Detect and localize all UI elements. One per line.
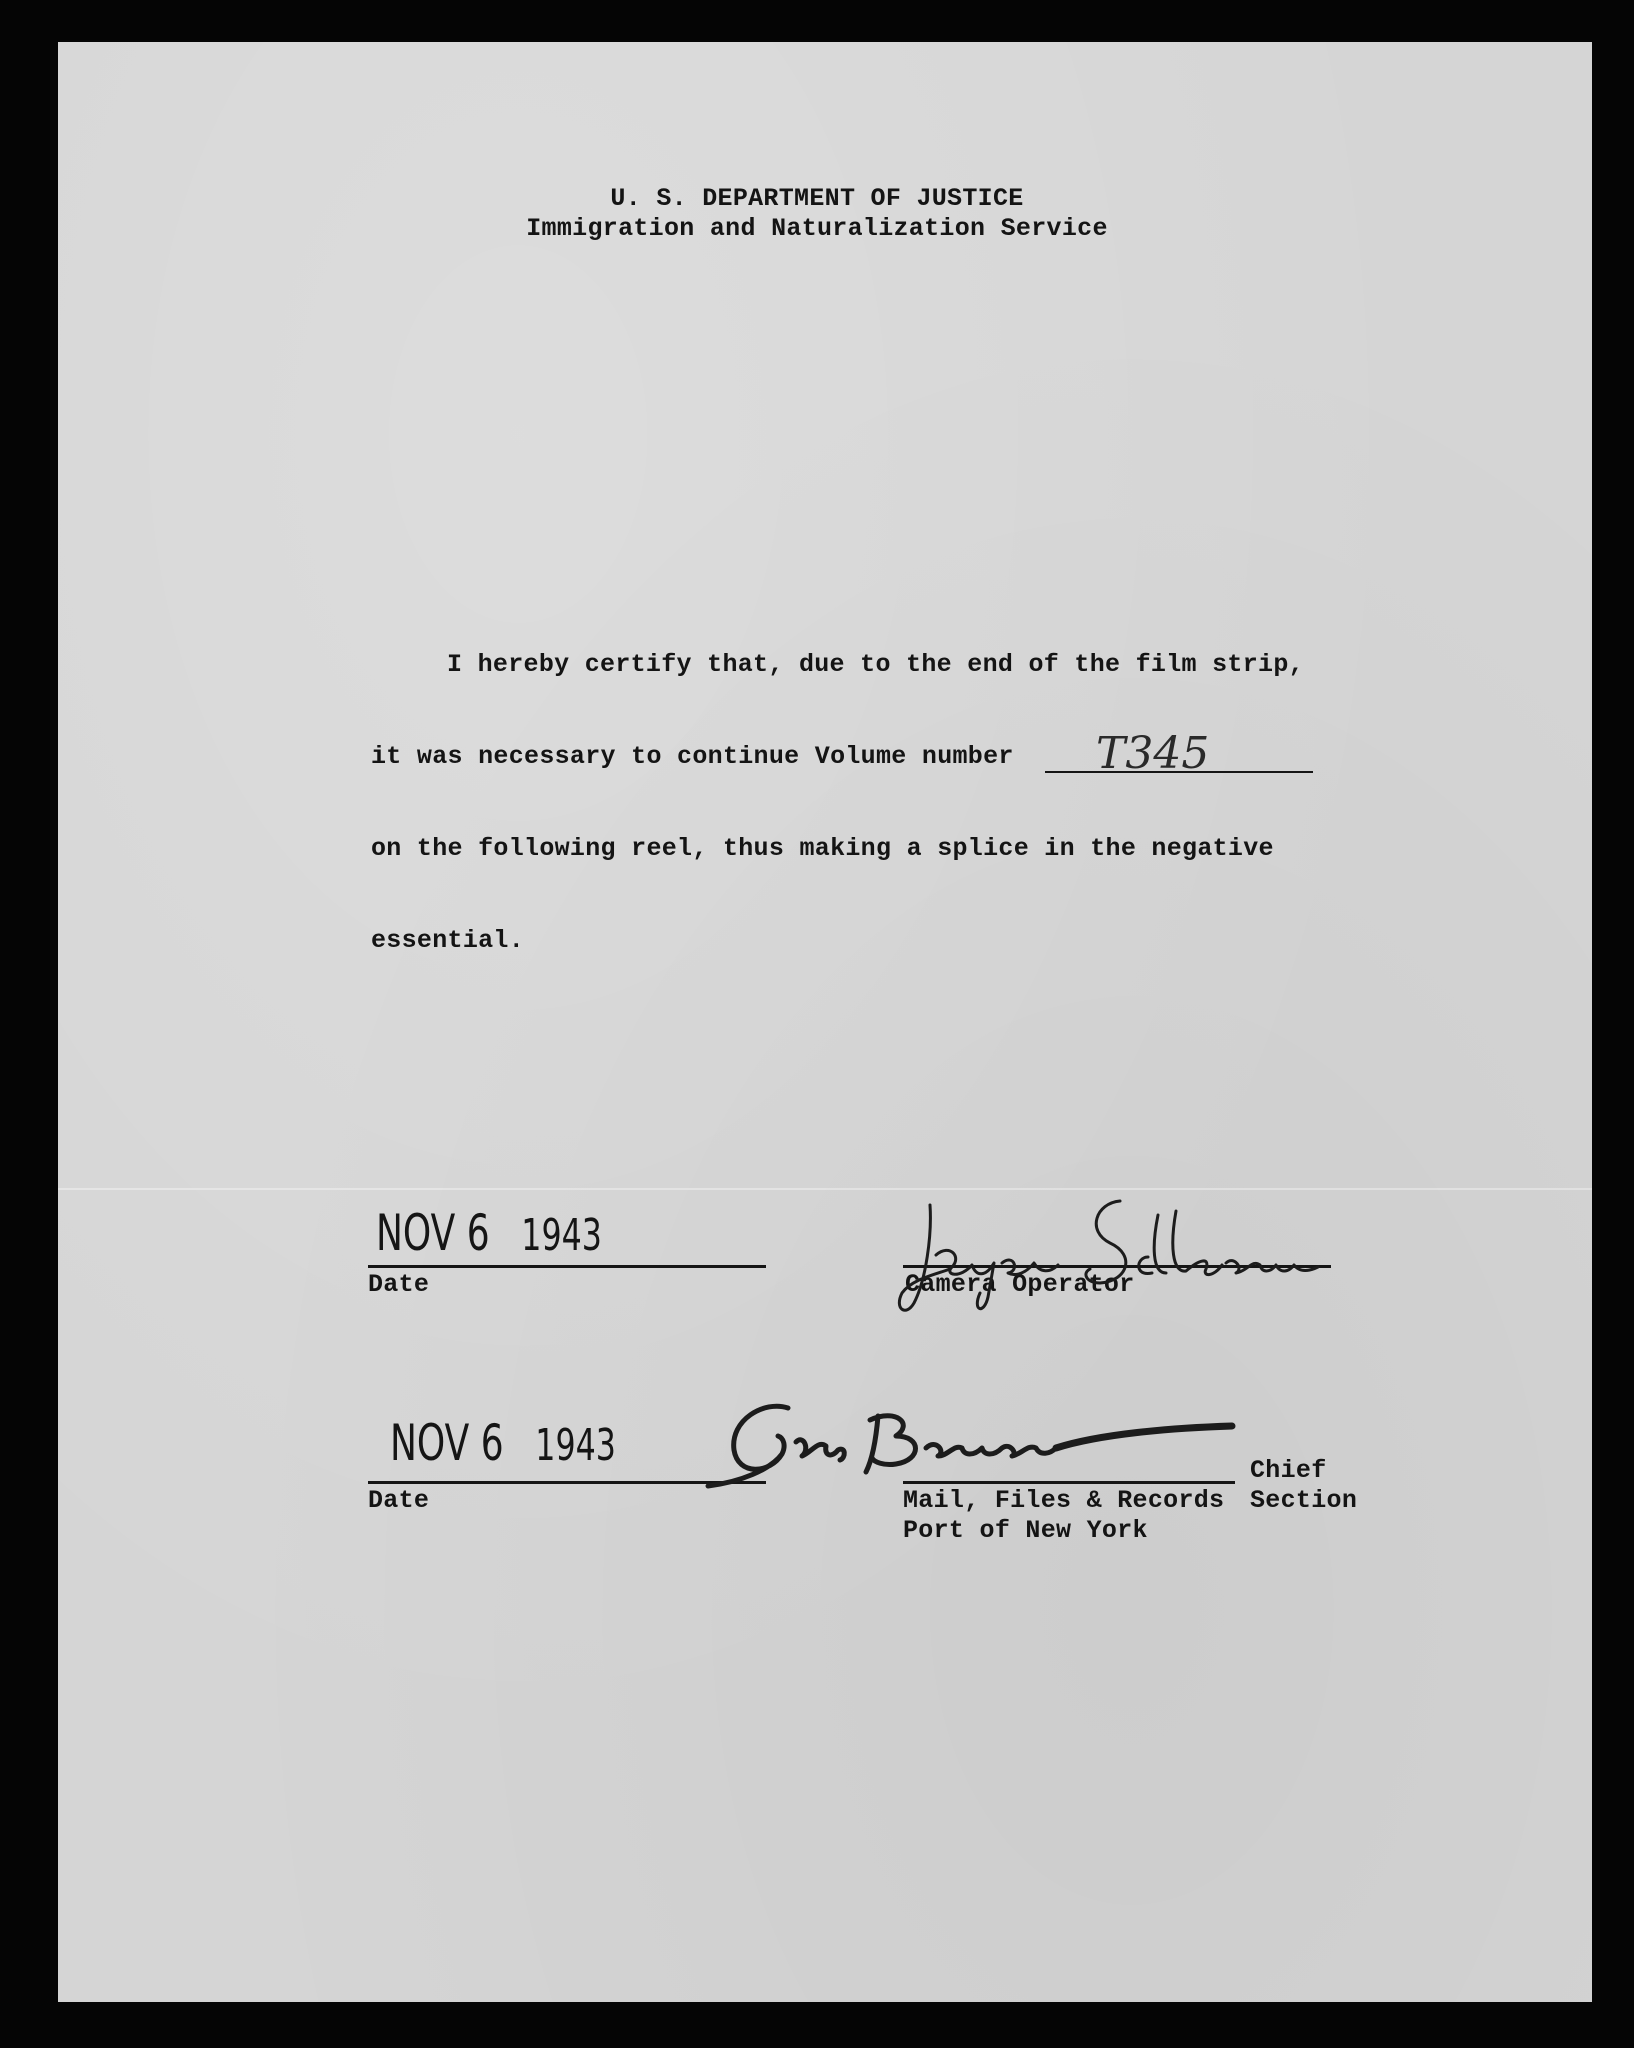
body-line-2: it was necessary to continue Volume number: [371, 742, 1014, 771]
camera-operator-label: Camera Operator: [905, 1270, 1135, 1299]
chief-date-stamp: [390, 1414, 616, 1472]
volume-number-value: T345: [1096, 728, 1210, 779]
body-line-3: on the following reel, thus making a splice in the negative: [371, 834, 1274, 863]
document-page: [58, 42, 1592, 2002]
camera-date-label: Date: [368, 1270, 430, 1299]
body-line-1: I hereby certify that, due to the end of the film strip,: [447, 650, 1304, 679]
camera-date-stamp-year: 1943: [521, 1210, 602, 1261]
camera-operator-signature: [890, 1185, 1340, 1335]
body-line-4: essential.: [371, 926, 525, 955]
fold-line: [58, 1188, 1592, 1190]
chief-department-label: Mail, Files & Records: [903, 1486, 1225, 1515]
header-department: U. S. DEPARTMENT OF JUSTICE: [610, 184, 1024, 213]
chief-section-label: Section: [1250, 1486, 1358, 1515]
chief-port-label: Port of New York: [903, 1516, 1148, 1545]
camera-date-line: [368, 1265, 766, 1268]
camera-date-stamp: [376, 1204, 602, 1262]
header-service: Immigration and Naturalization Service: [526, 214, 1108, 243]
camera-date-stamp-monthday: NOV 6: [376, 1204, 490, 1262]
chief-title-label: Chief: [1250, 1456, 1327, 1485]
chief-date-stamp-year: 1943: [535, 1420, 616, 1471]
chief-date-label: Date: [368, 1486, 430, 1515]
chief-signature: [700, 1390, 1240, 1500]
chief-date-stamp-monthday: NOV 6: [390, 1414, 504, 1472]
